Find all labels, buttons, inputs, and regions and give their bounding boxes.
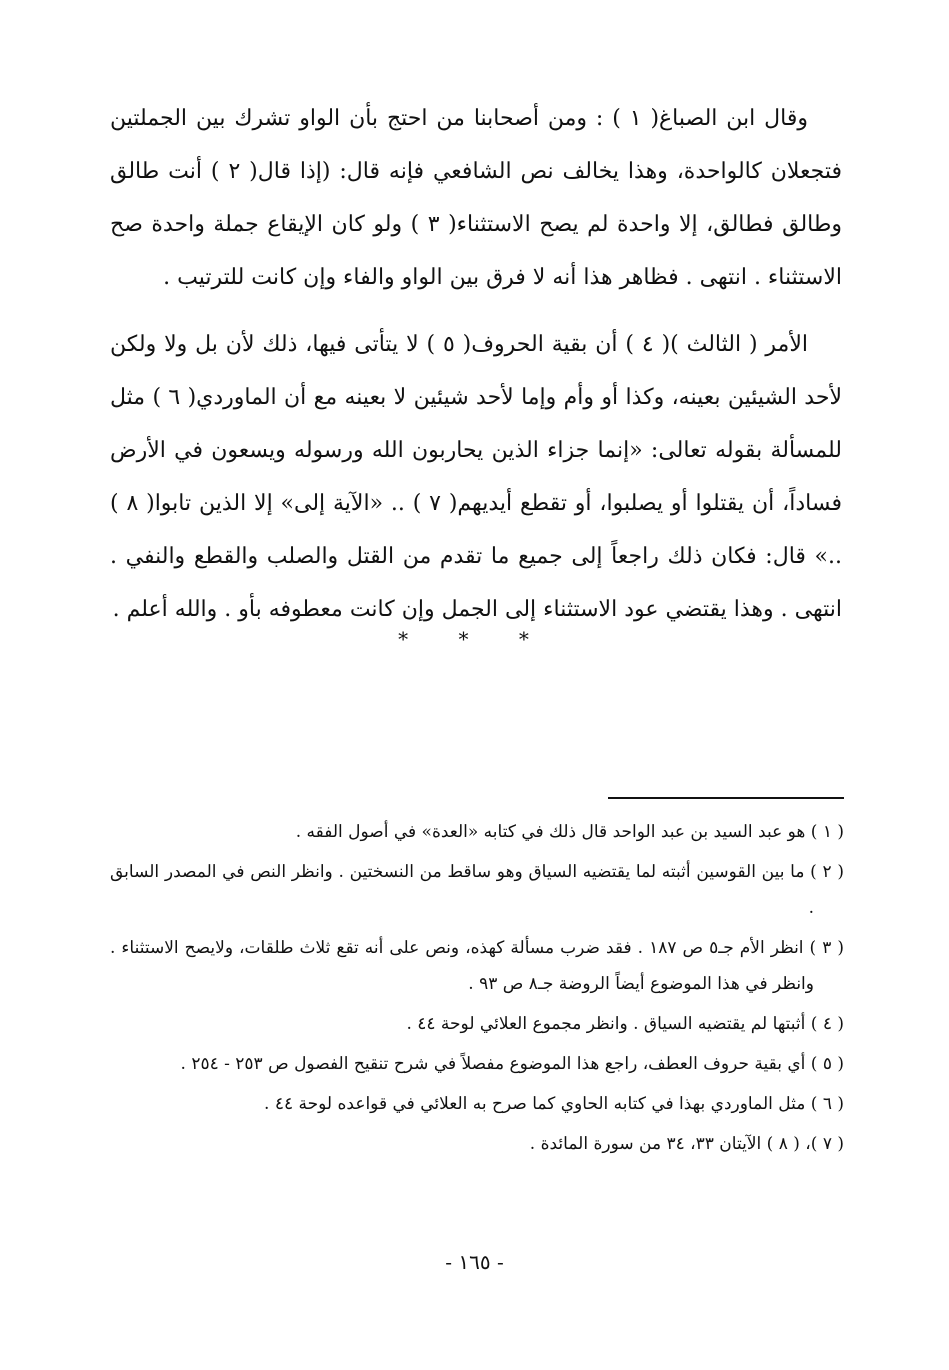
- footnote-divider: [608, 797, 844, 799]
- main-text-block: [110, 92, 842, 636]
- footnote-5: ( ٥ ) أي بقية حروف العطف، راجع هذا الموضوع مفصلاً في شرح تنقيح الفصول ص ٢٥٣ - ٢٥٤ .: [180, 1054, 844, 1074]
- footnote-7-8: ( ٧ )، ( ٨ ) الآيتان ٣٣، ٣٤ من سورة المائدة .: [529, 1134, 844, 1154]
- page-number: - ١٦٥ -: [445, 1250, 504, 1274]
- footnote-6: ( ٦ ) مثل الماوردي بهذا في كتابه الحاوي كما صرح به العلائي في قواعده لوحة ٤٤ .: [264, 1094, 844, 1114]
- footnotes-block: [110, 814, 844, 1166]
- footnote-2: ( ٢ ) ما بين القوسين أثبته لما يقتضيه السياق وهو ساقط من النسختين . وانظر النص في المصدر السابق .: [110, 862, 844, 918]
- footnote-1: ( ١ ) هو عبد السيد بن عبد الواحد قال ذلك في كتابه «العدة» في أصول الفقه .: [295, 822, 844, 842]
- paragraph-1: وقال ابن الصباغ( ١ ) : ومن أصحابنا من احتج بأن الواو تشرك بين الجملتين فتجعلان كالواحدة، وهذا يخالف نص الشافعي فإنه قال: (إذا قال( ٢ ) أنت طالق وطالق فطالق، إلا واحدة لم يصح الاستثناء( ٣ ) ولو كان الإيقاع جملة واحدة صح الاستثناء . انتهى . فظاهر هذا أنه لا فرق بين الواو والفاء وإن كانت للترتيب .: [110, 106, 842, 290]
- paragraph-2: الأمر ( الثالث )( ٤ ) أن بقية الحروف( ٥ ) لا يتأتى فيها، ذلك لأن بل ولا ولكن لأحد الشيئين بعينه، وكذا أو وأم وإما لأحد شيئين لا بعينه مع أن الماوردي( ٦ ) مثل للمسألة بقوله تعالى: «إنما جزاء الذين يحاربون الله ورسوله ويسعون في الأرض فساداً، أن يقتلوا أو يصلبوا، أو تقطع أيديهم( ٧ ) .. «الآية إلى» إلا الذين تابوا( ٨ ) ..» قال: فكان ذلك راجعاً إلى جميع ما تقدم من القتل والصلب والقطع والنفي . انتهى . وهذا يقتضي عود الاستثناء إلى الجمل وإن كانت معطوفه بأو . والله أعلم .: [110, 332, 842, 622]
- footnote-3: ( ٣ ) انظر الأم جـ٥ ص ١٨٧ . فقد ضرب مسألة كهذه، ونص على أنه تقع ثلاث طلقات، ولايصح الاستثناء . وانظر في هذا الموضوع أيضاً الروضة جـ٨ ص ٩٣ .: [110, 938, 844, 994]
- footnote-4: ( ٤ ) أثبتها لم يقتضيه السياق . وانظر مجموع العلائي لوحة ٤٤ .: [406, 1014, 844, 1034]
- section-separator: * * *: [398, 627, 551, 651]
